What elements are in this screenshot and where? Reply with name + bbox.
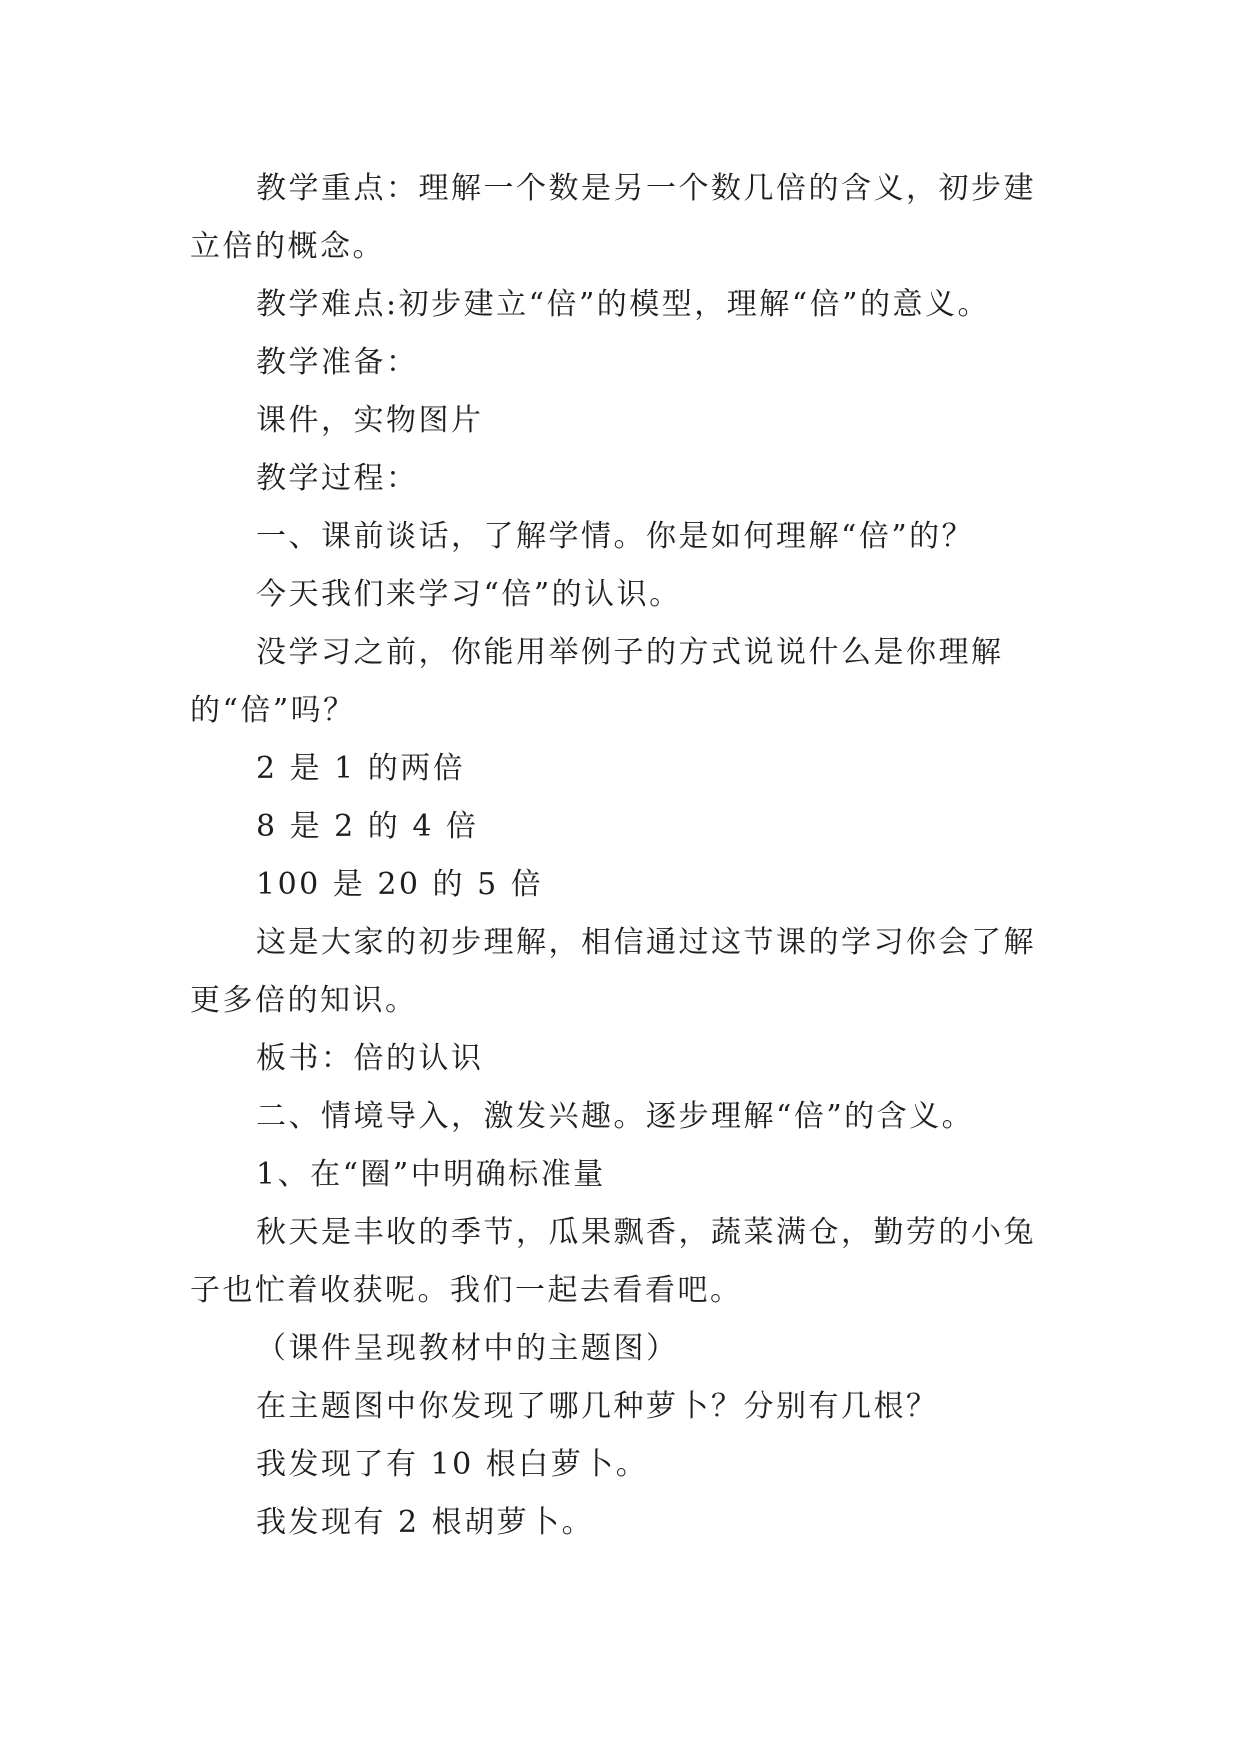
- document-body: [190, 160, 1050, 1552]
- paragraph-process-heading: 教学过程：: [256, 461, 419, 496]
- paragraph-autumn: 秋天是丰收的季节，瓜果飘香，蔬菜满仓，勤劳的小兔子也忙着收获呢。我们一起去看看吧。: [190, 1215, 1036, 1308]
- paragraph-blackboard: 板书：倍的认识: [256, 1041, 484, 1076]
- paragraph-courseware-note: （课件呈现教材中的主题图）: [256, 1331, 679, 1366]
- paragraph-preparation-heading: 教学准备：: [256, 345, 419, 380]
- paragraph-intro: 今天我们来学习“倍”的认识。: [256, 577, 682, 612]
- paragraph-preparation-items: 课件，实物图片: [256, 403, 484, 438]
- paragraph-example-3: 100 是 20 的 5 倍: [256, 867, 544, 902]
- paragraph-answer-carrot: 我发现有 2 根胡萝卜。: [256, 1505, 595, 1540]
- paragraph-key-points: 教学重点：理解一个数是另一个数几倍的含义，初步建立倍的概念。: [190, 171, 1036, 264]
- paragraph-radish-question: 在主题图中你发现了哪几种萝卜？分别有几根？: [256, 1389, 939, 1424]
- paragraph-example-1: 2 是 1 的两倍: [256, 751, 466, 786]
- paragraph-section-one: 一、课前谈话，了解学情。你是如何理解“倍”的？: [256, 519, 975, 554]
- paragraph-summary: 这是大家的初步理解，相信通过这节课的学习你会了解更多倍的知识。: [190, 925, 1036, 1018]
- paragraph-example-2: 8 是 2 的 4 倍: [256, 809, 479, 844]
- paragraph-difficulties: 教学难点:初步建立“倍”的模型，理解“倍”的意义。: [256, 287, 990, 322]
- paragraph-subsection-one: 1、在“圈”中明确标准量: [256, 1157, 606, 1192]
- paragraph-answer-white-radish: 我发现了有 10 根白萝卜。: [256, 1447, 649, 1482]
- paragraph-section-two: 二、情境导入，激发兴趣。逐步理解“倍”的含义。: [256, 1099, 975, 1134]
- paragraph-question: 没学习之前，你能用举例子的方式说说什么是你理解的“倍”吗？: [190, 635, 1004, 728]
